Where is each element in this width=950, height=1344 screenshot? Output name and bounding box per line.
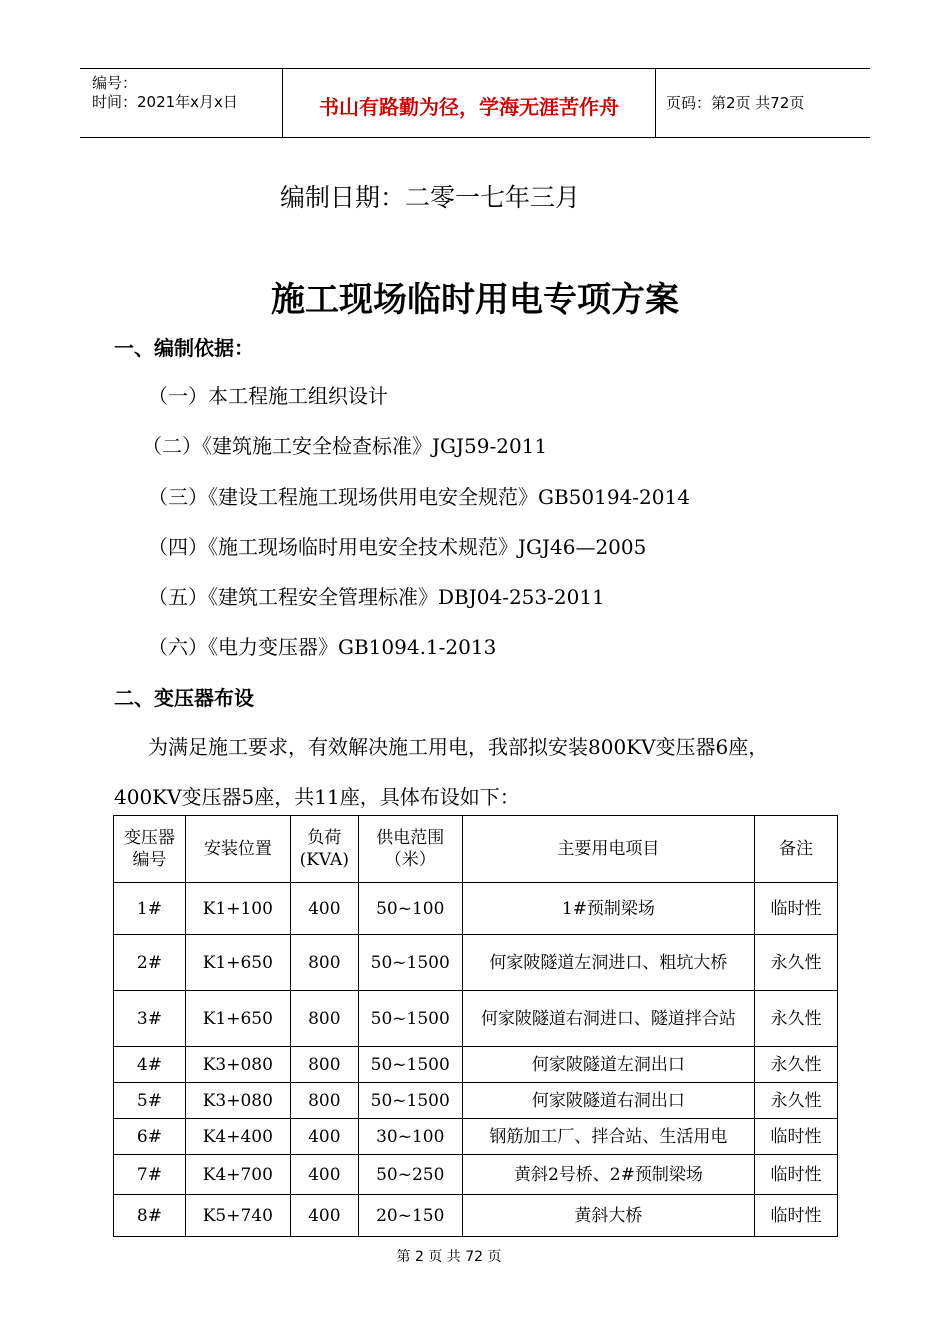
basis-item: （一）本工程施工组织设计 (148, 384, 388, 408)
document-time: 时间：2021年x月x日 (92, 93, 238, 111)
table-cell: 50~1500 (358, 991, 462, 1047)
column-header: 供电范围 （米） (358, 816, 462, 883)
document-title: 施工现场临时用电专项方案 (271, 280, 679, 320)
table-header-row (114, 816, 838, 883)
table-row (114, 1047, 838, 1083)
table-cell: K4+700 (185, 1155, 290, 1195)
table-row (114, 1155, 838, 1195)
table-row (114, 935, 838, 991)
table-cell: 黄斜大桥 (462, 1195, 754, 1237)
table-cell: 20~150 (358, 1195, 462, 1237)
table-cell: 50~1500 (358, 935, 462, 991)
section-heading: 一、编制依据： (114, 336, 254, 360)
table-cell: 6# (114, 1119, 186, 1155)
table-cell: 400 (290, 1155, 358, 1195)
motto: 书山有路勤为径，学海无涯苦作舟 (319, 95, 619, 119)
table-cell: K1+650 (185, 935, 290, 991)
document-number: 编号： (92, 74, 138, 92)
table-cell: 4# (114, 1047, 186, 1083)
table-cell: 800 (290, 1083, 358, 1119)
table-cell: 临时性 (755, 1195, 838, 1237)
table-cell: 800 (290, 991, 358, 1047)
table-cell: 永久性 (755, 935, 838, 991)
basis-item: （六）《电力变压器》GB1094.1-2013 (148, 635, 497, 659)
table-cell: 2# (114, 935, 186, 991)
column-header: 变压器 编号 (114, 816, 186, 883)
table-cell: 临时性 (755, 1119, 838, 1155)
table-cell: 7# (114, 1155, 186, 1195)
table-cell: 50~250 (358, 1155, 462, 1195)
table-cell: 800 (290, 935, 358, 991)
table-cell: 8# (114, 1195, 186, 1237)
table-cell: 800 (290, 1047, 358, 1083)
table-cell: 何家陂隧道左洞出口 (462, 1047, 754, 1083)
paragraph-line: 为满足施工要求，有效解决施工用电，我部拟安装800KV变压器6座， (148, 735, 769, 759)
table-cell: 50~100 (358, 883, 462, 935)
table-cell: K1+100 (185, 883, 290, 935)
header-page-cell (656, 69, 870, 137)
basis-item: （二）《建筑施工安全检查标准》JGJ59-2011 (142, 434, 548, 458)
table-cell: 永久性 (755, 1083, 838, 1119)
table-cell: 1#预制梁场 (462, 883, 754, 935)
table-cell: K3+080 (185, 1083, 290, 1119)
table-cell: K4+400 (185, 1119, 290, 1155)
paragraph-line: 400KV变压器5座，共11座，具体布设如下： (114, 785, 520, 809)
column-header: 安装位置 (185, 816, 290, 883)
table-cell: 400 (290, 883, 358, 935)
basis-item: （五）《建筑工程安全管理标准》DBJ04-253-2011 (148, 585, 605, 609)
table-cell: 5# (114, 1083, 186, 1119)
page-header (80, 68, 870, 138)
header-motto-cell (282, 69, 656, 137)
header-meta (80, 69, 280, 137)
table-cell: 黄斜2号桥、2#预制梁场 (462, 1155, 754, 1195)
table-cell: K1+650 (185, 991, 290, 1047)
table-cell: 50~1500 (358, 1083, 462, 1119)
table-row (114, 1083, 838, 1119)
table-cell: 永久性 (755, 991, 838, 1047)
table-cell: 临时性 (755, 883, 838, 935)
transformer-table (113, 815, 838, 1237)
table-row (114, 1119, 838, 1155)
table-cell: 50~1500 (358, 1047, 462, 1083)
table-row (114, 991, 838, 1047)
table-cell: 何家陂隧道左洞进口、粗坑大桥 (462, 935, 754, 991)
table-cell: 钢筋加工厂、拌合站、生活用电 (462, 1119, 754, 1155)
table-row (114, 883, 838, 935)
table-cell: K5+740 (185, 1195, 290, 1237)
table-cell: 400 (290, 1195, 358, 1237)
table-cell: 3# (114, 991, 186, 1047)
column-header: 主要用电项目 (462, 816, 754, 883)
column-header: 备注 (755, 816, 838, 883)
table-cell: 临时性 (755, 1155, 838, 1195)
compile-date: 编制日期：二零一七年三月 (279, 183, 580, 212)
page-indicator: 页码：第2页 共72页 (666, 94, 805, 112)
basis-item: （三）《建设工程施工现场供用电安全规范》GB50194-2014 (148, 485, 690, 509)
table-cell: 1# (114, 883, 186, 935)
section-heading: 二、变压器布设 (114, 686, 254, 710)
table-cell: 30~100 (358, 1119, 462, 1155)
table-cell: 何家陂隧道右洞出口 (462, 1083, 754, 1119)
table-cell: 何家陂隧道右洞进口、隧道拌合站 (462, 991, 754, 1047)
table-row (114, 1195, 838, 1237)
basis-item: （四）《施工现场临时用电安全技术规范》JGJ46—2005 (148, 535, 647, 559)
page-footer: 第 2 页 共 72 页 (396, 1249, 502, 1265)
table-cell: 400 (290, 1119, 358, 1155)
column-header: 负荷 (KVA) (290, 816, 358, 883)
table-cell: K3+080 (185, 1047, 290, 1083)
table-cell: 永久性 (755, 1047, 838, 1083)
